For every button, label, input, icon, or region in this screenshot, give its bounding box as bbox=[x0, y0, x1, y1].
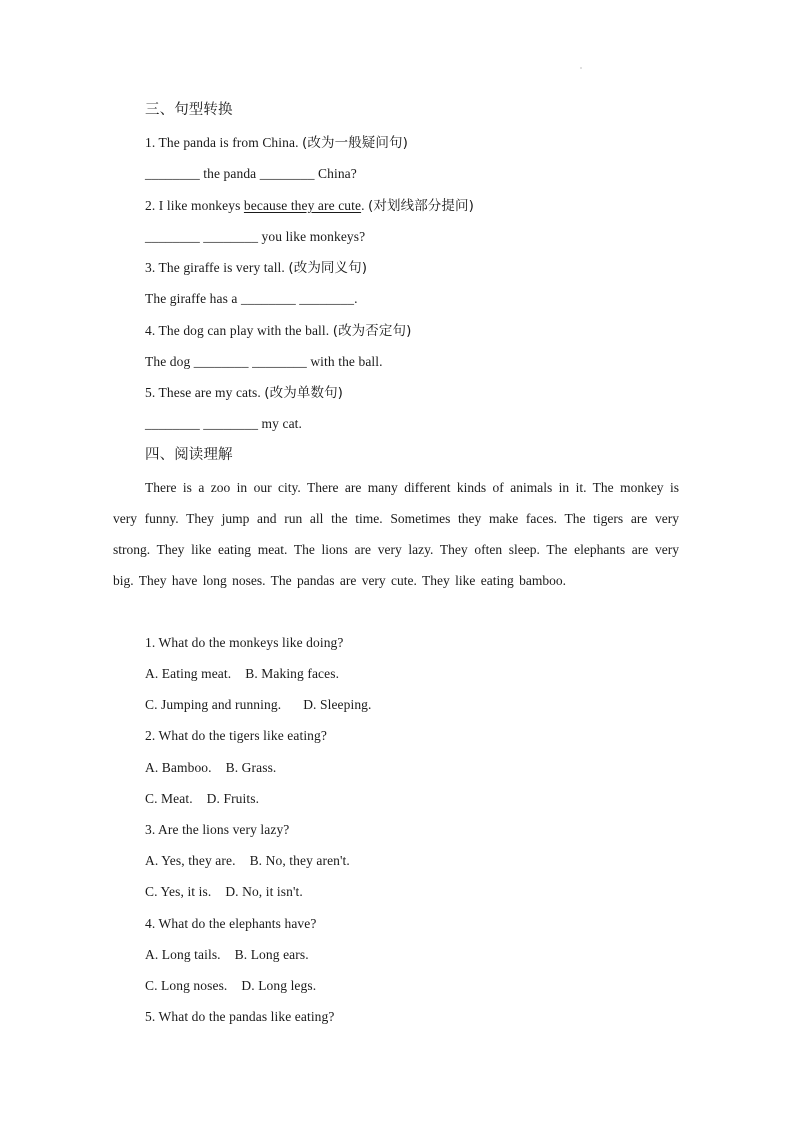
option-a: A. Eating meat. bbox=[145, 666, 232, 681]
option-b: B. Long ears. bbox=[234, 947, 309, 962]
scan-speck bbox=[580, 67, 582, 69]
question-text-tail: . bbox=[361, 198, 369, 213]
reading-question-4: 4. What do the elephants have? bbox=[145, 916, 317, 931]
question-text: 4. The dog can play with the ball. bbox=[145, 323, 333, 338]
question-text: 1. The panda is from China. bbox=[145, 135, 303, 150]
instruction-note: (改为单数句) bbox=[264, 385, 344, 401]
options-row-3b bbox=[145, 883, 303, 901]
option-d: D. Sleeping. bbox=[303, 697, 372, 712]
question-3-4 bbox=[145, 322, 411, 340]
instruction-note: (改为同义句) bbox=[288, 260, 368, 276]
options-row-1b bbox=[145, 696, 372, 714]
answer-line-3-5: ________ ________ my cat. bbox=[145, 416, 302, 431]
instruction-note: (对划线部分提问) bbox=[368, 198, 474, 214]
instruction-note: (改为否定句) bbox=[332, 323, 412, 339]
options-row-2a bbox=[145, 759, 276, 777]
reading-question-3: 3. Are the lions very lazy? bbox=[145, 822, 290, 837]
options-row-2b bbox=[145, 790, 259, 808]
question-text: 3. The giraffe is very tall. bbox=[145, 260, 289, 275]
option-d: D. No, it isn't. bbox=[225, 884, 303, 899]
answer-line-3-1: ________ the panda ________ China? bbox=[145, 166, 357, 181]
option-c: C. Meat. bbox=[145, 791, 193, 806]
options-row-3a bbox=[145, 852, 350, 870]
option-d: D. Fruits. bbox=[206, 791, 260, 806]
instruction-note: (改为一般疑问句) bbox=[302, 135, 408, 151]
option-d: D. Long legs. bbox=[241, 978, 317, 993]
question-3-2 bbox=[145, 197, 474, 215]
answer-line-3-3: The giraffe has a ________ ________. bbox=[145, 291, 358, 306]
answer-line-3-2: ________ ________ you like monkeys? bbox=[145, 229, 366, 244]
options-row-4a bbox=[145, 946, 309, 964]
option-b: B. Grass. bbox=[225, 760, 277, 775]
answer-line-3-4: The dog ________ ________ with the ball. bbox=[145, 354, 383, 369]
reading-question-1: 1. What do the monkeys like doing? bbox=[145, 635, 344, 650]
section-4-title: 四、阅读理解 bbox=[145, 447, 233, 463]
options-row-4b bbox=[145, 977, 316, 995]
option-c: C. Long noses. bbox=[145, 978, 228, 993]
reading-passage: There is a zoo in our city. There are many different kinds of animals in it. The monkey is very funny. They jump and run all the time. Sometimes they make faces. The tigers are very strong. They like eating meat. The lions are very lazy. They often sleep. The elephants are very big. They have long noses. The pandas are very cute. They like eating bamboo. bbox=[113, 480, 679, 588]
option-c: C. Yes, it is. bbox=[145, 884, 212, 899]
reading-question-5: 5. What do the pandas like eating? bbox=[145, 1009, 335, 1024]
reading-question-2: 2. What do the tigers like eating? bbox=[145, 728, 327, 743]
question-3-5 bbox=[145, 384, 343, 402]
question-text: 2. I like monkeys bbox=[145, 198, 244, 213]
question-text: 5. These are my cats. bbox=[145, 385, 265, 400]
option-b: B. Making faces. bbox=[245, 666, 340, 681]
section-3-title: 三、句型转换 bbox=[145, 102, 233, 118]
underlined-phrase: because they are cute bbox=[243, 198, 362, 213]
question-3-1 bbox=[145, 134, 408, 152]
option-a: A. Long tails. bbox=[145, 947, 221, 962]
option-a: A. Yes, they are. bbox=[145, 853, 236, 868]
question-3-3 bbox=[145, 259, 367, 277]
option-b: B. No, they aren't. bbox=[249, 853, 350, 868]
options-row-1a bbox=[145, 665, 339, 683]
option-c: C. Jumping and running. bbox=[145, 697, 282, 712]
option-a: A. Bamboo. bbox=[145, 760, 212, 775]
